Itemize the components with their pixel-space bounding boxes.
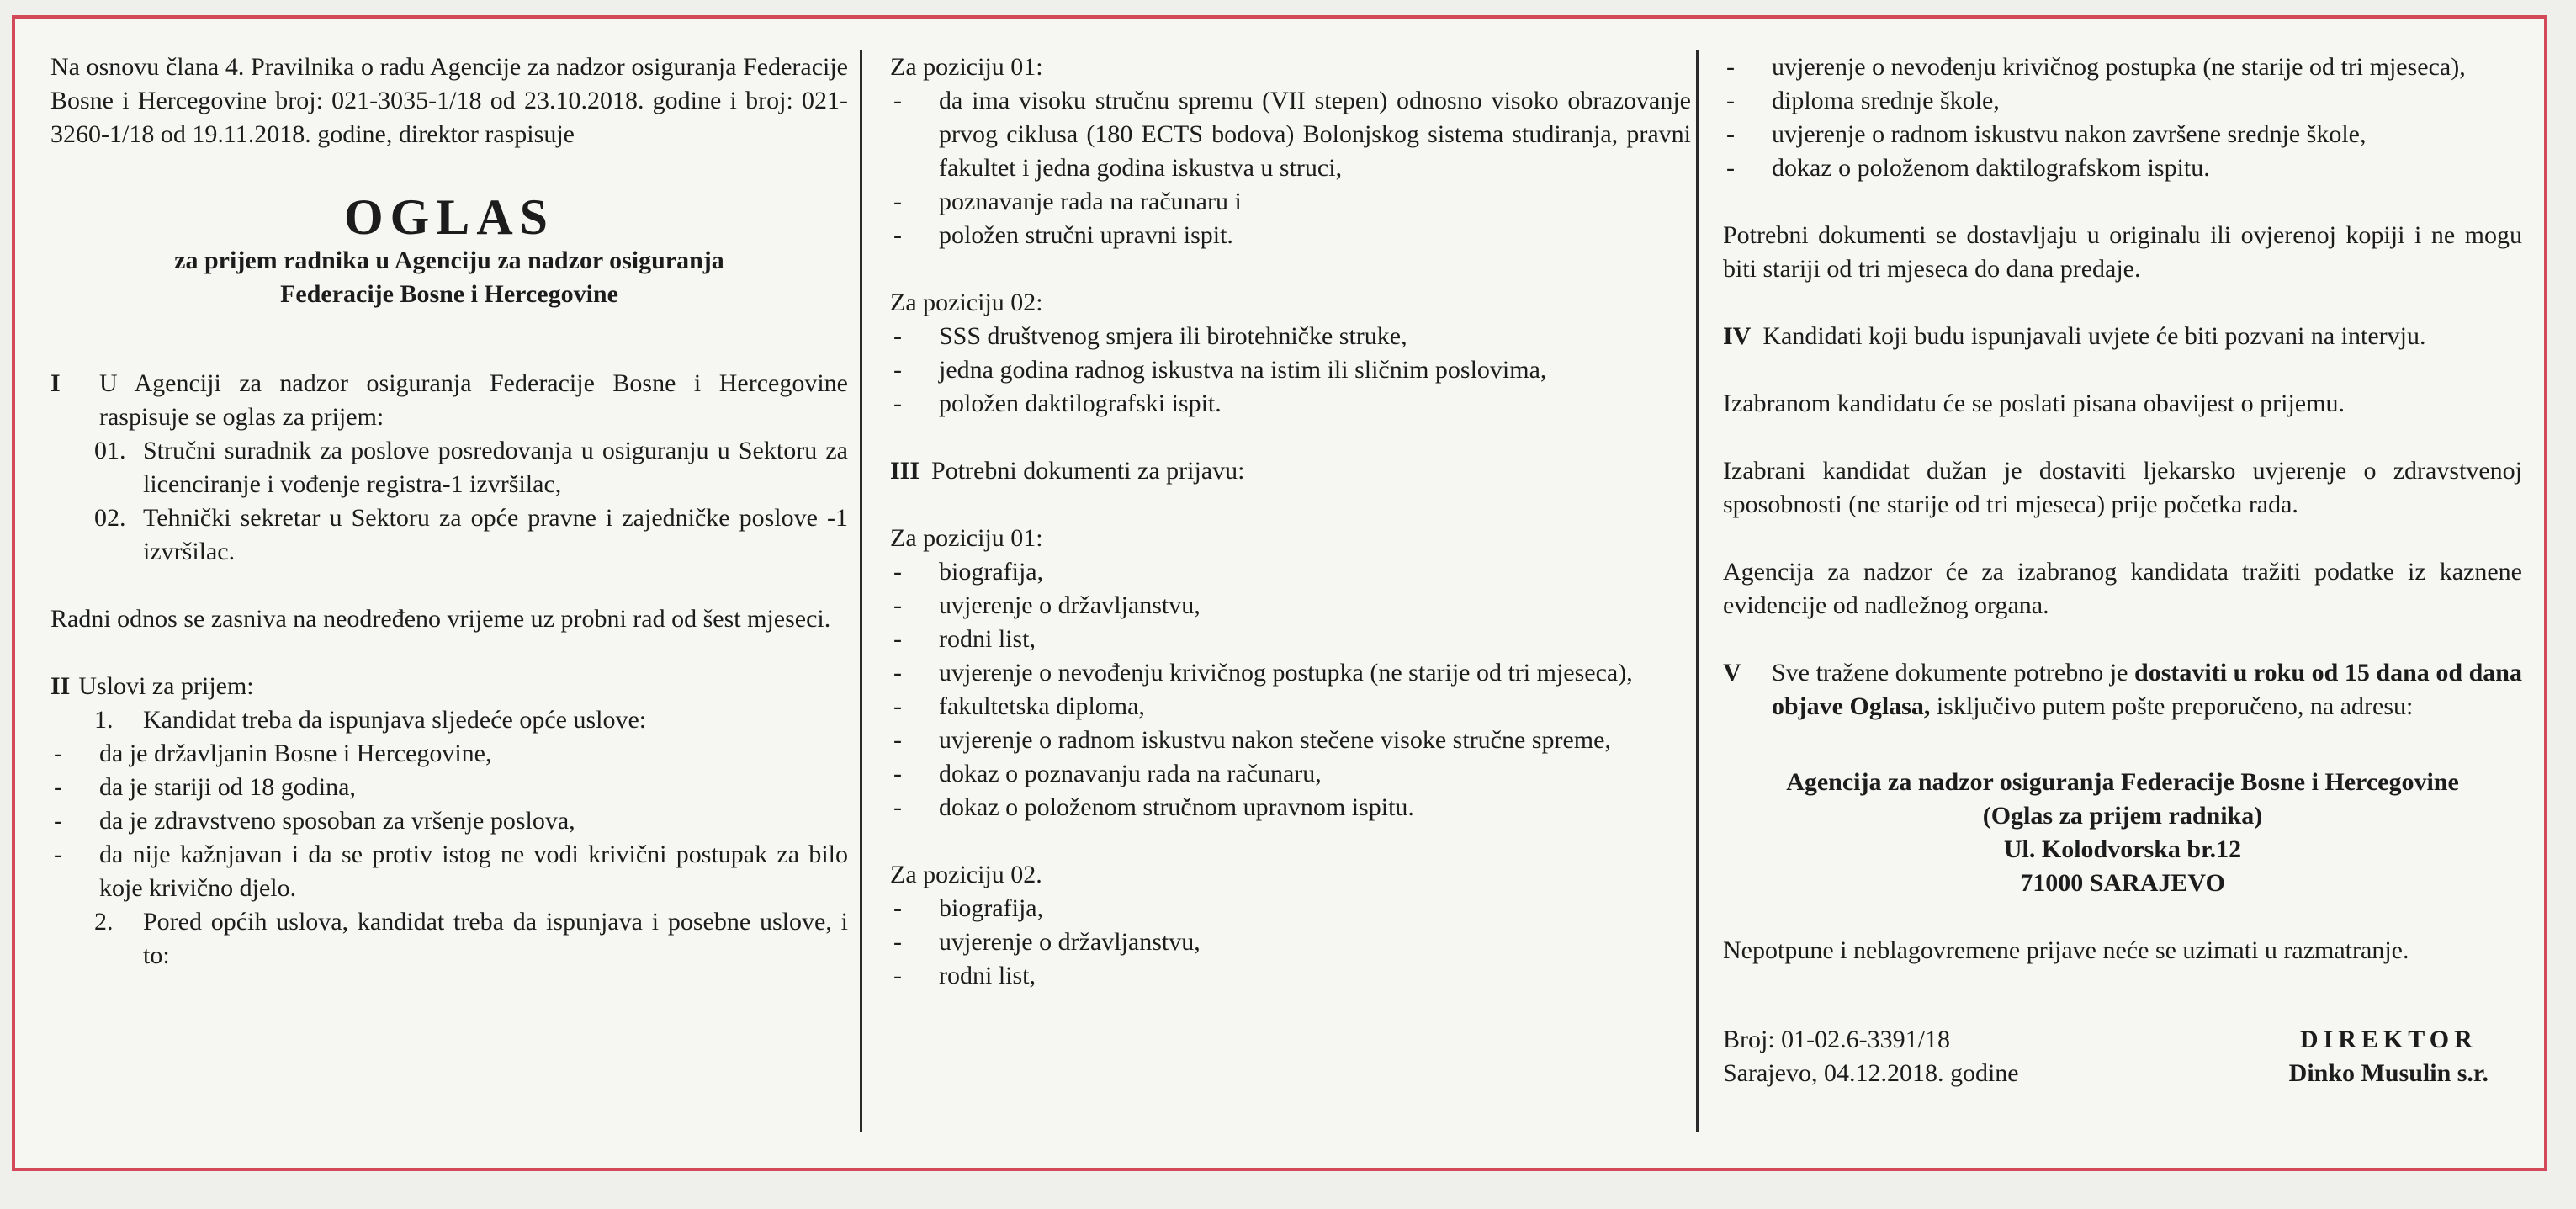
section-label: IV [1723, 322, 1752, 350]
employment-text: Radni odnos se zasniva na neodređeno vrijeme uz probni rad od šest mjeseci. [50, 605, 831, 633]
column-3 [1723, 50, 2522, 1090]
position-01-requirements [890, 84, 1691, 252]
list-item: - biografija, [890, 892, 1691, 925]
list-item: - da ima visoku stručnu spremu (VII stepen) odnosno visoko obrazovanje prvog ciklusa (180 ECTS bodova) Bolonjskog sistema studiranja, pravni fakultet i jedna godina iskustva u struci, [890, 84, 1691, 185]
docs-02-title: Za poziciju 02. [890, 861, 1042, 888]
docs-02-list [890, 892, 1691, 993]
column-1 [50, 50, 848, 973]
list-item: - uvjerenje o radnom iskustvu nakon stečene visoke stručne spreme, [890, 724, 1691, 757]
place-date: Sarajevo, 04.12.2018. godine [1723, 1059, 2019, 1087]
director-block [2289, 1023, 2522, 1090]
address-line: Ul. Kolodvorska br.12 [2003, 835, 2242, 863]
column-divider [1696, 50, 1699, 1132]
position-01-title: Za poziciju 01: [890, 53, 1043, 81]
address-line: 71000 SARAJEVO [2020, 869, 2225, 897]
list-item: - položen stručni upravni ispit. [890, 219, 1691, 252]
list-item: 02. Tehnički sekretar u Sektoru za opće pravne i zajedničke poslove -1 izvršilac. [94, 504, 848, 565]
advertisement-frame [12, 15, 2547, 1171]
address-line: Agencija za nadzor osiguranja Federacije Bosne i Hercegovine [1786, 768, 2459, 796]
page-title: OGLAS [343, 189, 555, 245]
incomplete-applications-text: Nepotpune i neblagovremene prijave neće se uzimati u razmatranje. [1723, 936, 2409, 964]
list-item: 01. Stručni suradnik za poslove posredovanja u osiguranju u Sektoru za licenciranje i vođenje registra-1 izvršilac, [94, 437, 848, 498]
docs-01-list [890, 555, 1691, 825]
section-label: V [1723, 659, 1741, 687]
list-item: - uvjerenje o državljanstvu, [890, 589, 1691, 623]
notice-text: Izabranom kandidatu će se poslati pisana obavijest o prijemu. [1723, 390, 2345, 417]
subtitle-line-2: Federacije Bosne i Hercegovine [280, 280, 618, 308]
list-item: - uvjerenje o radnom iskustvu nakon završene srednje škole, [1723, 118, 2522, 151]
positions-list [50, 434, 848, 569]
list-item: - uvjerenje o nevođenju krivičnog postupka (ne starije od tri mjeseca), [1723, 50, 2522, 84]
subtitle-line-1: za prijem radnika u Agenciju za nadzor osiguranja [174, 247, 724, 274]
list-item: - položen daktilografski ispit. [890, 387, 1691, 421]
section-4 [1723, 320, 2522, 353]
section-5 [1723, 656, 2522, 724]
section-4-text: Kandidati koji budu ispunjavali uvjete će biti pozvani na intervju. [1762, 322, 2426, 350]
section-label: I [50, 369, 61, 397]
originals-text: Potrebni dokumenti se dostavljaju u originalu ili ovjerenoj kopiji i ne mogu biti stariji od tri mjeseca do dana predaje. [1723, 221, 2522, 283]
section-label: III [890, 457, 920, 485]
position-02-title: Za poziciju 02: [890, 289, 1043, 316]
condition-2: 2. Pored općih uslova, kandidat treba da ispunjava i posebne uslove, i to: [94, 908, 848, 969]
director-title: DIREKTOR [2299, 1026, 2478, 1053]
list-item: - da je stariji od 18 godina, [50, 771, 848, 804]
column-2 [890, 50, 1691, 993]
list-item: - poznavanje rada na računaru i [890, 185, 1691, 219]
list-item: - dokaz o položenom daktilografskom ispitu. [1723, 151, 2522, 185]
intro-text: Na osnovu člana 4. Pravilnika o radu Agencije za nadzor osiguranja Federacije Bosne i Hercegovine broj: 021-3035-1/18 od 23.10.2018. godine i broj: 021-3260-1/18 od 19.11.2018. godine, direktor raspisuje [50, 53, 848, 148]
list-item: - dokaz o poznavanju rada na računaru, [890, 757, 1691, 791]
general-conditions-list [50, 737, 848, 905]
director-name: Dinko Musulin s.r. [2288, 1059, 2489, 1087]
mailing-address [1723, 766, 2522, 900]
list-item: - rodni list, [890, 959, 1691, 993]
section-3-title: Potrebni dokumenti za prijavu: [931, 457, 1245, 485]
list-item: - uvjerenje o nevođenju krivičnog postupka (ne starije od tri mjeseca), [890, 656, 1691, 690]
list-item: - fakultetska diploma, [890, 690, 1691, 724]
list-item: - diploma srednje škole, [1723, 84, 2522, 118]
position-02-requirements [890, 320, 1691, 421]
docs-01-title: Za poziciju 01: [890, 524, 1043, 552]
reference-number: Broj: 01-02.6-3391/18 [1723, 1026, 1950, 1053]
section-1-text: U Agenciji za nadzor osiguranja Federacije Bosne i Hercegovine raspisuje se oglas za prijem: [99, 369, 848, 431]
list-item: - da je zdravstveno sposoban za vršenje poslova, [50, 804, 848, 838]
section-1 [50, 367, 848, 434]
list-item: - jedna godina radnog iskustva na istim ili sličnim poslovima, [890, 353, 1691, 387]
list-item: - SSS društvenog smjera ili birotehničke struke, [890, 320, 1691, 353]
list-item: - uvjerenje o državljanstvu, [890, 925, 1691, 959]
section-2-title: Uslovi za prijem: [78, 672, 254, 700]
signature-block [1723, 1023, 2522, 1090]
criminal-record-text: Agencija za nadzor će za izabranog kandidata tražiti podatke iz kaznene evidencije od nadležnog organa. [1723, 558, 2522, 619]
medical-text: Izabrani kandidat dužan je dostaviti ljekarsko uvjerenje o zdravstvenoj sposobnosti (ne starije od tri mjeseca) prije početka rada. [1723, 457, 2522, 518]
section-label: II [50, 672, 71, 700]
list-item: - rodni list, [890, 623, 1691, 656]
section-2 [50, 670, 848, 703]
section-5-text: Sve tražene dokumente potrebno je dostaviti u roku od 15 dana od dana objave Oglasa, isključivo putem pošte preporučeno, na adresu: [1772, 659, 2522, 720]
condition-1: 1. Kandidat treba da ispunjava sljedeće opće uslove: [94, 706, 647, 734]
section-3 [890, 454, 1691, 488]
docs-02-list-continued [1723, 50, 2522, 185]
list-item: - biografija, [890, 555, 1691, 589]
reference-block [1723, 1023, 2019, 1090]
list-item: - da nije kažnjavan i da se protiv istog ne vodi krivični postupak za bilo koje krivično djelo. [50, 838, 848, 905]
address-line: (Oglas za prijem radnika) [1982, 802, 2263, 830]
list-item: - da je državljanin Bosne i Hercegovine, [50, 737, 848, 771]
column-divider [860, 50, 862, 1132]
list-item: - dokaz o položenom stručnom upravnom ispitu. [890, 791, 1691, 825]
